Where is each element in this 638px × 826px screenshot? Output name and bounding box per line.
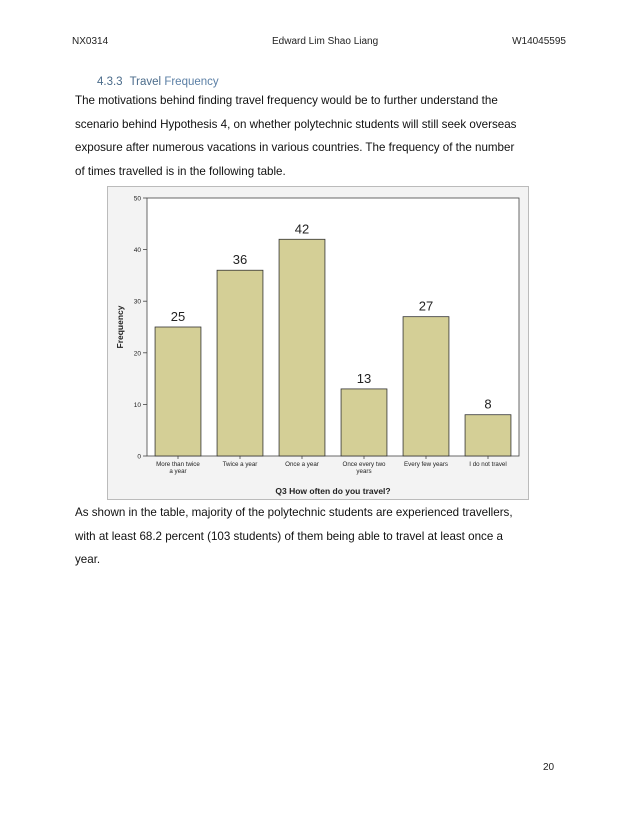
x-axis-label: Q3 How often do you travel?	[275, 486, 391, 496]
section-number: 4.3.3	[97, 76, 123, 88]
y-tick-label: 40	[133, 247, 141, 255]
x-tick-label: years	[356, 468, 372, 475]
x-tick-label: a year	[169, 468, 187, 475]
paragraph-line: exposure after numerous vacations in various countries. The frequency of the number	[75, 141, 515, 154]
paragraph-line: The motivations behind finding travel frequency would be to further understand the	[75, 94, 498, 107]
bar-chart-svg	[107, 186, 529, 500]
section-heading	[97, 76, 219, 88]
bar	[217, 270, 263, 456]
section-title-part2: Frequency	[164, 76, 219, 88]
y-tick-label: 30	[133, 298, 141, 306]
bar-data-label: 42	[294, 221, 310, 237]
bar	[465, 415, 511, 456]
bar	[341, 389, 387, 456]
paragraph-line: As shown in the table, majority of the polytechnic students are experienced travellers,	[75, 506, 513, 519]
x-tick-label: Twice a year	[222, 461, 258, 468]
y-axis-label: Frequency	[115, 305, 125, 349]
x-tick-label: Once a year	[285, 461, 319, 468]
bar	[403, 317, 449, 456]
bar-data-label: 25	[170, 309, 186, 324]
page-header	[72, 36, 566, 50]
bar-data-label: 27	[418, 298, 434, 314]
travel-frequency-chart	[107, 186, 529, 500]
conclusion-paragraph	[75, 501, 567, 572]
y-tick-label: 20	[133, 350, 141, 358]
y-tick-label: 0	[137, 453, 141, 461]
paragraph-line: year.	[75, 553, 101, 566]
bar	[279, 239, 325, 456]
bar-data-label: 8	[484, 396, 492, 412]
y-tick-label: 50	[133, 195, 141, 203]
x-tick-label: Every few years	[403, 461, 449, 468]
paragraph-line: with at least 68.2 percent (103 students) of them being able to travel at least once a	[75, 529, 503, 543]
bar-data-label: 36	[232, 252, 248, 268]
section-title-part1: Travel	[129, 76, 162, 88]
y-tick-label: 10	[133, 401, 141, 409]
page-number: 20	[543, 762, 555, 773]
bar	[155, 327, 201, 456]
header-author-name: Edward Lim Shao Liang	[272, 36, 379, 47]
paragraph-line: scenario behind Hypothesis 4, on whether polytechnic students will still seek overseas	[75, 117, 517, 131]
x-tick-label: Once every two	[342, 461, 386, 468]
x-tick-label: More than twice	[156, 461, 200, 468]
intro-paragraph	[75, 89, 567, 183]
paragraph-line: of times travelled is in the following table.	[75, 164, 286, 178]
x-tick-label: I do not travel	[469, 461, 507, 468]
header-student-id: W14045595	[512, 36, 566, 47]
bar-data-label: 13	[356, 370, 372, 386]
plot-area	[147, 198, 519, 456]
header-course-code: NX0314	[72, 36, 109, 47]
